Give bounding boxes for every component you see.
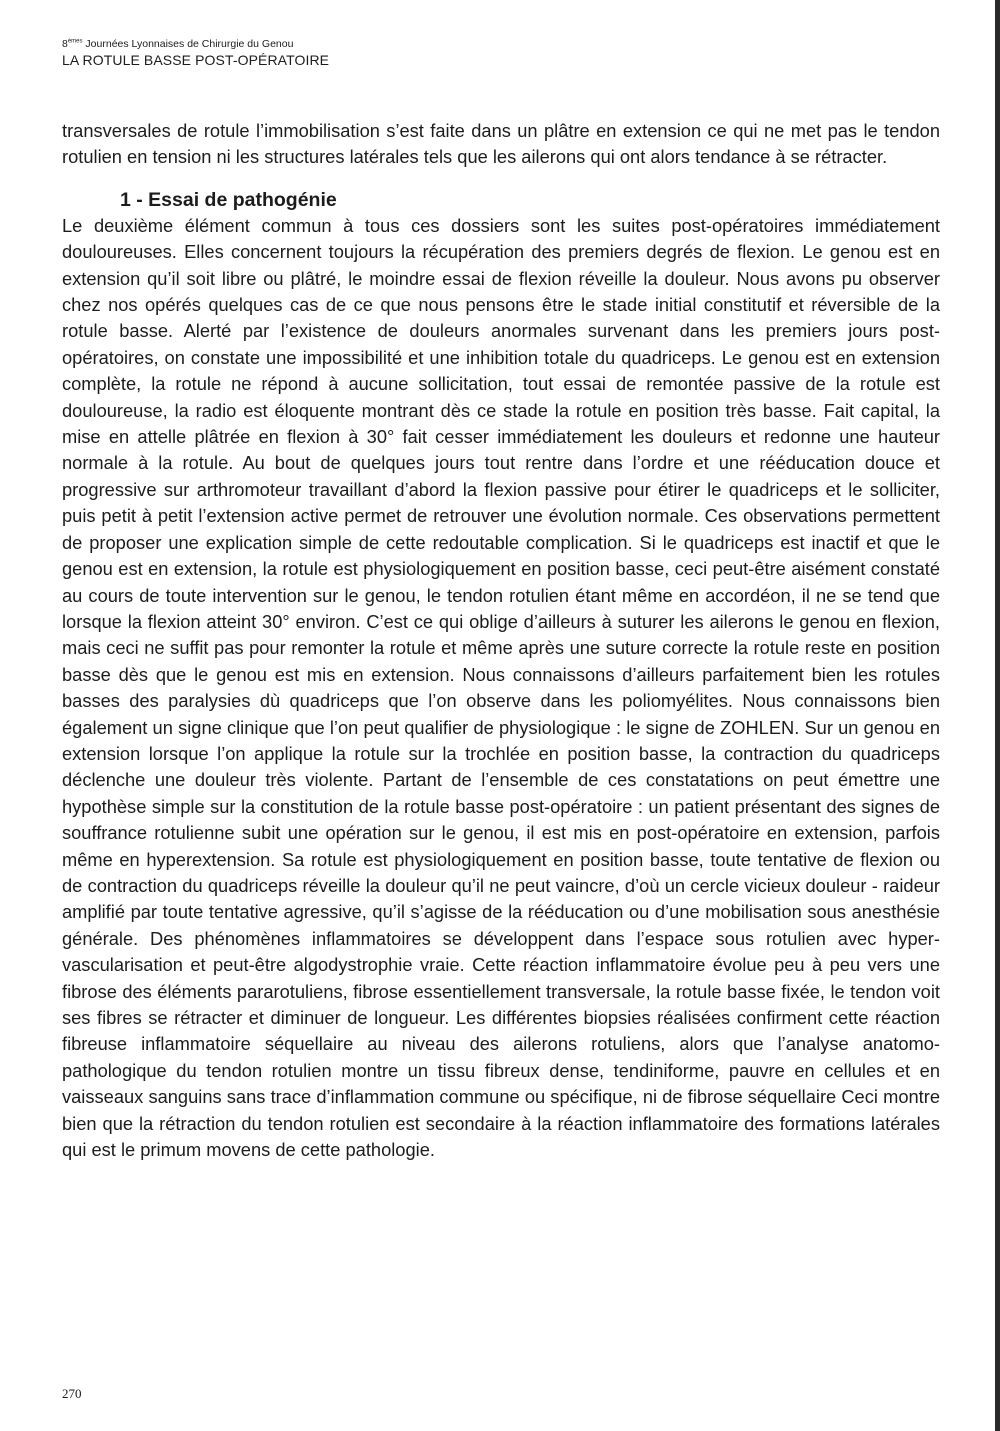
conference-ordinal-suffix: èmes: [67, 38, 83, 45]
intro-paragraph: transversales de rotule l’immobilisation s’est faite dans un plâtre en extension ce qui ne met pas le tendon rotulien en tension ni les structures latérales tels que les ailerons qui ont alors tendance à se rétracter.: [62, 120, 940, 168]
conference-ordinal: 8: [62, 38, 68, 50]
section-paragraph: Le deuxième élément commun à tous ces dossiers sont les suites post-opératoires immédiatement douloureuses. Elles concernent toujours la récupération des premiers degrés de flexion. Le genou est en extension qu’il soit libre ou plâtré, le moindre essai de flexion réveille la douleur. Nous avons pu observer chez nos opérés quelques cas de ce que nous pensons être le stade initial constitutif et réversible de la rotule basse. Alerté par l’existence de douleurs anormales survenant dans les premiers jours post-opératoires, on constate une impossibilité et une inhibition totale du quadriceps. Le genou est en extension complète, la rotule ne répond à aucune sollicitation, tout essai de remontée passive de la rotule est douloureuse, la radio est éloquente montrant dès ce stade la rotule en position très basse. Fait capital, la mise en attelle plâtrée en flexion à 30° fait cesser immédiatement les douleurs et redonne une hauteur normale à la rotule. Au bout de quelques jours tout rentre dans l’ordre et une rééducation douce et progressive sur arthromoteur travaillant d’abord la flexion passive pour étirer le quadriceps et le solliciter, puis petit à petit l’extension active permet de retrouver une évolution normale. Ces observations permettent de proposer une explication simple de cette redoutable complication. Si le quadriceps est inactif et que le genou est en extension, la rotule est physiologiquement en position basse, ceci peut-être aisément constaté au cours de toute intervention sur le genou, le tendon rotulien étant même en accordéon, il ne se tend que lorsque la flexion atteint 30° environ. C’est ce qui oblige d’ailleurs à suturer les ailerons le genou en flexion, mais ceci ne suffit pas pour remonter la rotule et même après une suture correcte la rotule reste en position basse dès que le genou est mis en extension. Nous connaissons d’ailleurs parfaitement bien les rotules basses des paralysies dù quadriceps que l’on observe dans les poliomyélites. Nous connaissons bien également un signe clinique que l’on peut qualifier de physiologique : le signe de ZOHLEN. Sur un genou en extension lorsque l’on applique la rotule sur la trochlée en position basse, la contraction du quadriceps déclenche une douleur très violente. Partant de l’ensemble de ces constatations on peut émettre une hypothèse simple sur la constitution de la rotule basse post-opératoire : un patient présentant des signes de souffrance rotulienne subit une opération sur le genou, il est mis en post-opératoire en extension, parfois même en hyperextension. Sa rotule est physiologiquement en position basse, toute tentative de flexion ou de contraction du quadriceps réveille la douleur qu’il ne peut vaincre, d’où un cercle vicieux douleur - raideur amplifié par toute tentative agressive, qu’il s’agisse de la rééducation ou d’une mobilisation sous anesthésie générale. Des phénomènes inflammatoires se développent dans l’espace sous rotulien avec hyper-vascularisation et peut-être algodystrophie vraie. Cette réaction inflammatoire évolue peu à peu vers une fibrose des éléments pararotuliens, fibrose essentiellement transversale, la rotule basse fixée, le tendon voit ses fibres se rétracter et diminuer de longueur. Les différentes biopsies réalisées confirment cette réaction fibreuse inflammatoire séquellaire au niveau des ailerons rotuliens, alors que l’analyse anatomo-pathologique du tendon rotulien montre un tissu fibreux dense, tendiniforme, pauvre en cellules et en vaisseaux sanguins sans trace d’inflammation commune ou spécifique, ni de fibrose séquellaire Ceci montre bien que la rétraction du tendon rotulien est secondaire à la réaction inflammatoire des formations latérales qui est le primum movens de cette pathologie.: [62, 214, 940, 1161]
running-header: [62, 38, 942, 68]
conference-line: [62, 38, 942, 50]
chapter-title: LA ROTULE BASSE POST-OPÉRATOIRE: [62, 52, 330, 69]
section-heading: 1 - Essai de pathogénie: [120, 188, 337, 211]
page-number: 270: [62, 1386, 82, 1401]
body-text: [62, 118, 940, 1163]
page-edge-shadow: [995, 0, 1000, 1431]
conference-name: Journées Lyonnaises de Chirurgie du Genou: [82, 38, 294, 50]
